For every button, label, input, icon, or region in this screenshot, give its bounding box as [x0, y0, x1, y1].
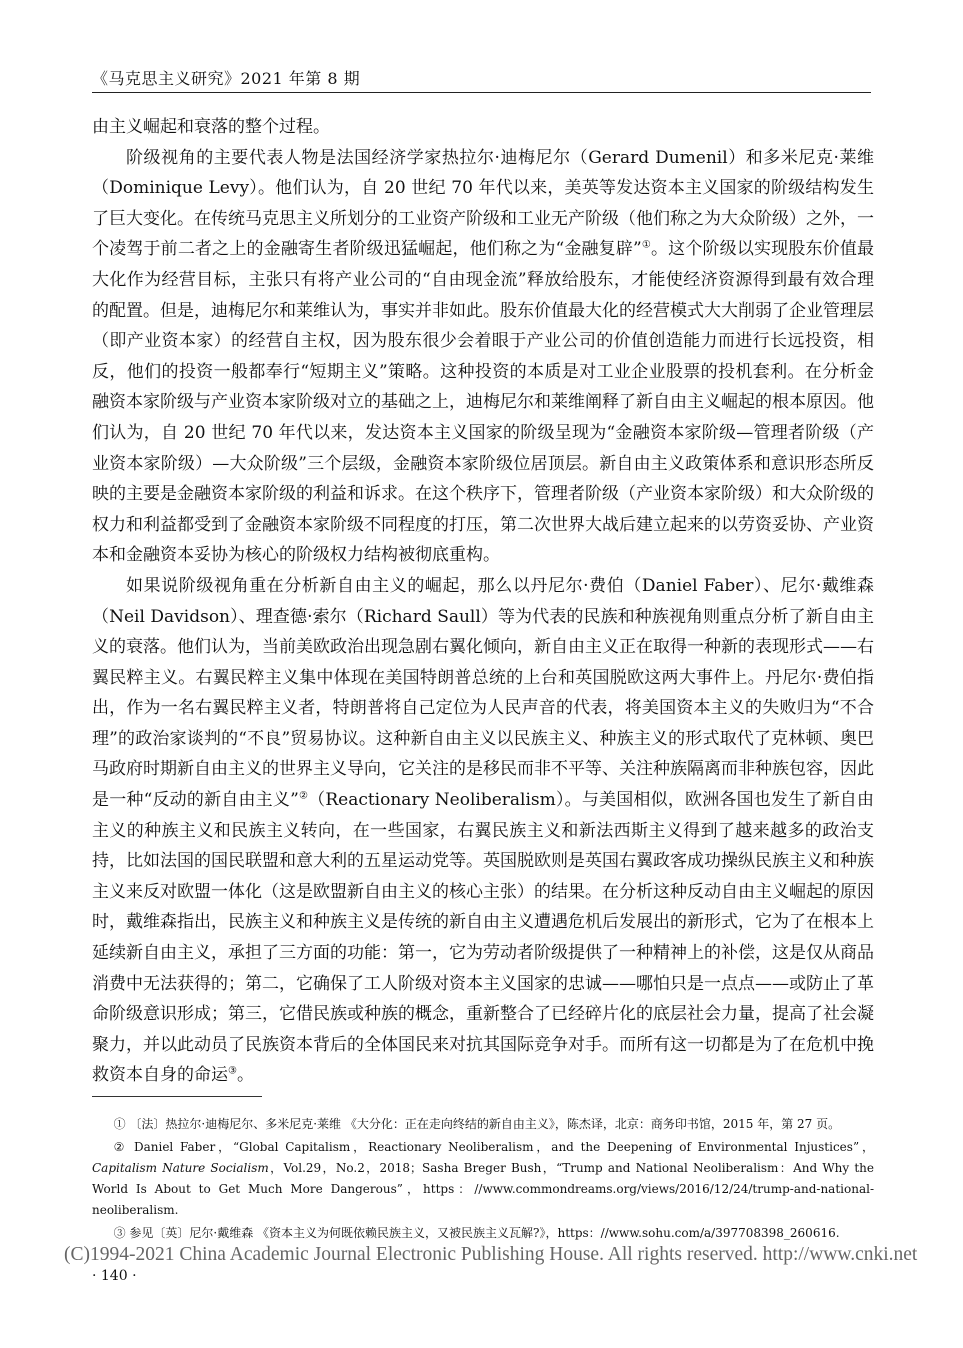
paragraph-2-text-b: 。这个阶级以实现股东价值最大化作为经营目标，主张只有将产业公司的“自由现金流”释放给股东，才能使经济资源得到最有效合理的配置。但是，迪梅尼尔和莱维认为，事实并非如此。股东价值最大化的经营模式大大削弱了企业管理层（即产业资本家）的经营自主权，因为股东很少会着眼于产业公司的价值创造能力而进行长远投资，相反，他们的投资一般都奉行“短期主义”策略。这种投资的本质是对工业企业股票的投机套利。在分析金融资本家阶级与产业资本家阶级对立的基础之上，迪梅尼尔和莱维阐释了新自由主义崛起的根本原因。他们认为，自 20 世纪 70 年代以来，发达资本主义国家的阶级呈现为“金融资本家阶级—管理者阶级（产业资本家阶级）—大众阶级”三个层级，金融资本家阶级位居顶层。新自由主义政策体系和意识形态所反映的主要是金融资本家阶级的利益和诉求。在这个秩序下，管理者阶级（产业资本家阶级）和大众阶级的权力和利益都受到了金融资本家阶级不同程度的打压，第二次世界大战后建立起来的以劳资妥协、产业资本和金融资本妥协为核心的阶级权力结构被彻底重构。 — [92, 239, 875, 566]
paragraph-3-text-c: 。 — [236, 1065, 254, 1086]
paragraph-2-text-a: 阶级视角的主要代表人物是法国经济学家热拉尔·迪梅尼尔（Gerard Dumenil）和多米尼克·莱维（Dominique Levy）。他们认为，自 20 世纪 70 年代以来，美英等发达资本主义国家的阶级结构发生了巨大变化。在传统马克思主义所划分的工业资产阶级和工业无产阶级（他们称之为大众阶级）之外，一个凌驾于前二者之上的金融寄生者阶级迅猛崛起，他们称之为“金融复辟” — [92, 147, 874, 260]
footnote-3: ③ 参见〔英〕尼尔·戴维森 《资本主义为何既依赖民族主义，又被民族主义瓦解?》，https：//www.sohu.com/a/397708398_260616. — [113, 1226, 840, 1240]
paragraph-3-text-b: （Reactionary Neoliberalism）。与美国相似，欧洲各国也发生了新自由主义的种族主义和民族主义转向，在一些国家，右翼民族主义和新法西斯主义得到了越来越多的政治支持，比如法国的国民联盟和意大利的五星运动党等。英国脱欧则是英国右翼政客成功操纵民族主义和种族主义来反对欧盟一体化（这是欧盟新自由主义的核心主张）的结果。在分析这种反动自由主义崛起的原因时，戴维森指出，民族主义和种族主义是传统的新自由主义遭遇危机后发展出的新形式，它为了在根本上延续新自由主义，承担了三方面的功能：第一，它为劳动者阶级提供了一种精神上的补偿，这是仅从商品消费中无法获得的；第二，它确保了工人阶级对资本主义国家的忠诚——哪怕只是一点点——或防止了革命阶级意识形成；第三，它借民族或种族的概念，重新整合了已经碎片化的底层社会力量，提高了社会凝聚力，并以此动员了民族资本背后的全体国民来对抗其国际竞争对手。而所有这一切都是为了在危机中挽救资本自身的命运 — [92, 790, 874, 1086]
header-rule — [92, 92, 871, 93]
page-number: · 140 · — [92, 1268, 137, 1284]
paragraph-3-text-a: 如果说阶级视角重在分析新自由主义的崛起，那么以丹尼尔·费伯（Daniel Faber）、尼尔·戴维森（Neil Davidson）、理查德·索尔（Richard Saull）等为代表的民族和种族视角则重点分析了新自由主义的衰落。他们认为，当前美欧政治出现急剧右翼化倾向，新自由主义正在取得一种新的表现形式——右翼民粹主义。右翼民粹主义集中体现在美国特朗普总统的上台和英国脱欧这两大事件上。丹尼尔·费伯指出，作为一名右翼民粹主义者，特朗普将自己定位为人民声音的代表，将美国资本主义的失败归为“不合理”的政治家谈判的“不良”贸易协议。这种新自由主义以民族主义、种族主义的形式取代了克林顿、奥巴马政府时期新自由主义的世界主义导向，它关注的是移民而非不平等、关注种族隔离而非种族包容，因此是一种“反动的新自由主义” — [92, 575, 874, 811]
paragraph-3 — [92, 571, 874, 1091]
paragraph-2 — [92, 143, 874, 571]
footnote-2-journal: Capitalism Nature Socialism — [92, 1161, 269, 1175]
footnote-ref-2[interactable]: ② — [298, 790, 309, 802]
footnote-1: ① 〔法〕热拉尔·迪梅尼尔、多米尼克·莱维 《大分化：正在走向终结的新自由主义》，陈杰译，北京：商务印书馆，2015 年，第 27 页。 — [113, 1117, 841, 1131]
paragraph-1: 由主义崛起和衰落的整个过程。 — [92, 117, 330, 137]
footnote-2-text-a: ② Daniel Faber，“Global Capitalism，Reactionary Neoliberalism，and the Deepening of Environmental Injustices”， — [113, 1140, 874, 1154]
footnotes — [92, 1114, 874, 1246]
footnote-ref-1[interactable]: ① — [641, 239, 652, 251]
footnote-rule — [92, 1096, 262, 1097]
footnote-2-text-b: ，Vol.29，No.2，2018；Sasha Breger Bush，“Trump and National Neoliberalism：And Why the World Is About to Get Much More Dangerous”，https：//www.commondreams.org/views/2016/12/24/trump-and-national-neoliberalism. — [92, 1161, 874, 1217]
running-header: 《马克思主义研究》2021 年第 8 期 — [92, 69, 361, 88]
copyright-watermark: (C)1994-2021 China Academic Journal Electronic Publishing House. All rights reserved. http://www.cnki.net — [64, 1244, 918, 1265]
footnote-ref-3[interactable]: ③ — [228, 1065, 237, 1077]
footnote-2 — [92, 1137, 874, 1221]
body-text — [92, 112, 874, 1091]
